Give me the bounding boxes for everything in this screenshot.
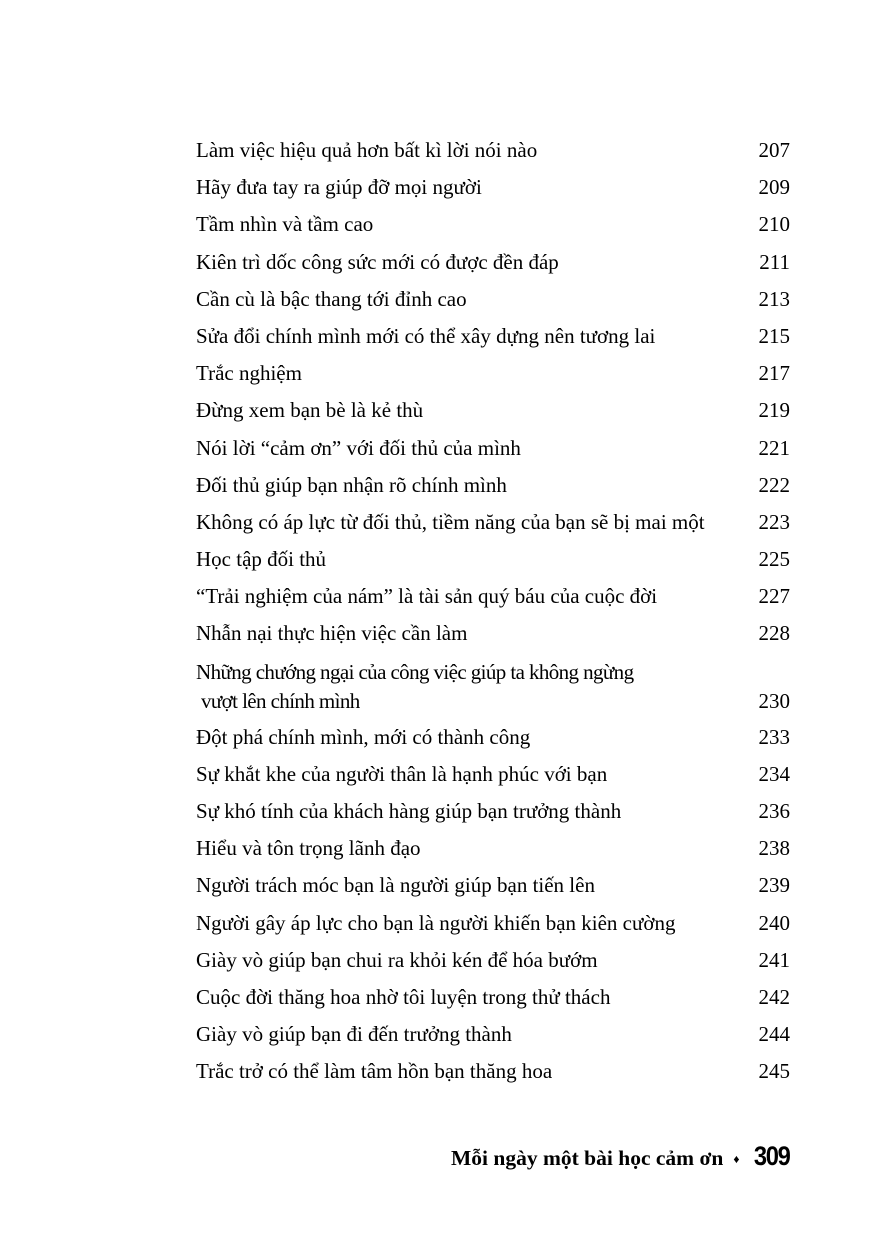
- toc-entry: [196, 910, 790, 947]
- toc-entry-title: Đột phá chính mình, mới có thành công: [196, 724, 531, 749]
- toc-entry: [196, 658, 790, 724]
- toc-entry-page-number: 240: [758, 910, 790, 935]
- toc-entry-title: Đối thủ giúp bạn nhận rõ chính mình: [196, 472, 507, 497]
- toc-entry: [196, 137, 790, 174]
- diamond-separator-icon: ♦: [733, 1152, 740, 1166]
- toc-entry-title: Giày vò giúp bạn chui ra khỏi kén để hóa bướm: [196, 947, 598, 972]
- toc-entry: [196, 211, 790, 248]
- toc-entry-title: “Trải nghiệm của nám” là tài sản quý báu của cuộc đời: [196, 584, 658, 609]
- toc-entry: [196, 509, 790, 546]
- toc-entry-title: Hiểu và tôn trọng lãnh đạo: [196, 836, 421, 861]
- toc-entry: [196, 1021, 790, 1058]
- toc-entry-title: Không có áp lực từ đối thủ, tiềm năng của bạn sẽ bị mai một: [196, 509, 705, 534]
- toc-entry: [196, 1058, 790, 1095]
- toc-entry-page-number: 239: [758, 873, 790, 898]
- toc-entry-title: Nhẫn nại thực hiện việc cần làm: [196, 621, 468, 646]
- toc-entry-title: Sự khó tính của khách hàng giúp bạn trưởng thành: [196, 799, 622, 823]
- toc-entry-page-number: 238: [758, 836, 790, 861]
- toc-entry: [196, 397, 790, 434]
- toc-entry: [196, 323, 790, 360]
- toc-entry-page-number: 244: [758, 1022, 790, 1047]
- toc-entry: [196, 947, 790, 984]
- toc-entry-title: Kiên trì dốc công sức mới có được đền đáp: [196, 249, 559, 274]
- table-of-contents: [196, 137, 790, 1096]
- toc-entry-page-number: 210: [758, 212, 790, 237]
- toc-entry-page-number: 215: [758, 323, 790, 348]
- toc-entry: [196, 872, 790, 909]
- toc-entry: [196, 620, 790, 657]
- running-book-title: Mỗi ngày một bài học cảm ơn: [451, 1146, 724, 1170]
- toc-entry-title: Trắc trở có thể làm tâm hồn bạn thăng hoa: [196, 1059, 553, 1084]
- toc-entry: [196, 472, 790, 509]
- toc-entry-page-number: 236: [758, 799, 790, 823]
- toc-entry: [196, 174, 790, 211]
- toc-entry-title: Nói lời “cảm ơn” với đối thủ của mình: [196, 435, 521, 460]
- toc-entry-title: Trắc nghiệm: [196, 361, 302, 386]
- toc-entry-title: Làm việc hiệu quả hơn bất kì lời nói nào: [196, 138, 538, 162]
- toc-entry-page-number: 223: [758, 509, 790, 534]
- toc-entry-page-number: 222: [758, 472, 790, 497]
- toc-entry-page-number: 209: [758, 175, 790, 200]
- toc-entry: [196, 984, 790, 1021]
- toc-entry-page-number: 219: [758, 398, 790, 423]
- toc-entry-page-number: 213: [758, 286, 790, 311]
- toc-entry-title-line2: vượt lên chính mình: [201, 689, 360, 714]
- toc-entry-page-number: 227: [758, 584, 790, 609]
- toc-entry: [196, 286, 790, 323]
- toc-entry-page-number: 241: [758, 947, 790, 972]
- toc-entry-title: Sự khắt khe của người thân là hạnh phúc với bạn: [196, 761, 608, 786]
- toc-entry-title: Cuộc đời thăng hoa nhờ tôi luyện trong thử thách: [196, 984, 611, 1009]
- toc-entry-title: Hãy đưa tay ra giúp đỡ mọi người: [196, 175, 482, 200]
- toc-entry-page-number: 242: [758, 984, 790, 1009]
- toc-entry-page-number: 234: [758, 761, 790, 786]
- toc-entry-page-number: 207: [758, 138, 790, 162]
- page-footer: [451, 1141, 790, 1172]
- toc-entry-page-number: 217: [758, 361, 790, 386]
- toc-entry: [196, 724, 790, 761]
- toc-entry-page-number: 233: [758, 724, 790, 749]
- toc-entry-page-number: 228: [758, 621, 790, 646]
- toc-entry-title: Đừng xem bạn bè là kẻ thù: [196, 398, 424, 423]
- toc-entry-page-number: 230: [758, 689, 790, 714]
- toc-entry-page-number: 211: [759, 249, 790, 274]
- toc-entry-title: Giày vò giúp bạn đi đến trưởng thành: [196, 1022, 512, 1047]
- toc-entry-page-number: 245: [758, 1059, 790, 1084]
- toc-entry: [196, 798, 790, 835]
- toc-entry: [196, 761, 790, 798]
- toc-entry-page-number: 225: [758, 547, 790, 572]
- toc-entry: [196, 835, 790, 872]
- toc-entry-title: Học tập đối thủ: [196, 547, 327, 572]
- toc-entry-title: Sửa đổi chính mình mới có thể xây dựng nên tương lai: [196, 323, 656, 348]
- toc-entry-title: Người gây áp lực cho bạn là người khiến bạn kiên cường: [196, 910, 676, 935]
- toc-entry-title: Tầm nhìn và tầm cao: [196, 212, 374, 237]
- toc-entry-page-number: 221: [758, 435, 790, 460]
- folio-page-number: 309: [754, 1141, 790, 1171]
- toc-entry-title: Người trách móc bạn là người giúp bạn tiến lên: [196, 873, 595, 898]
- toc-entry: [196, 583, 790, 620]
- toc-entry: [196, 435, 790, 472]
- toc-entry: [196, 360, 790, 397]
- toc-entry: [196, 546, 790, 583]
- toc-entry-title: Những chướng ngại của công việc giúp ta không ngừng vượt lên chính mình: [196, 659, 634, 714]
- toc-entry: [196, 249, 790, 286]
- toc-entry-title: Cần cù là bậc thang tới đỉnh cao: [196, 286, 467, 311]
